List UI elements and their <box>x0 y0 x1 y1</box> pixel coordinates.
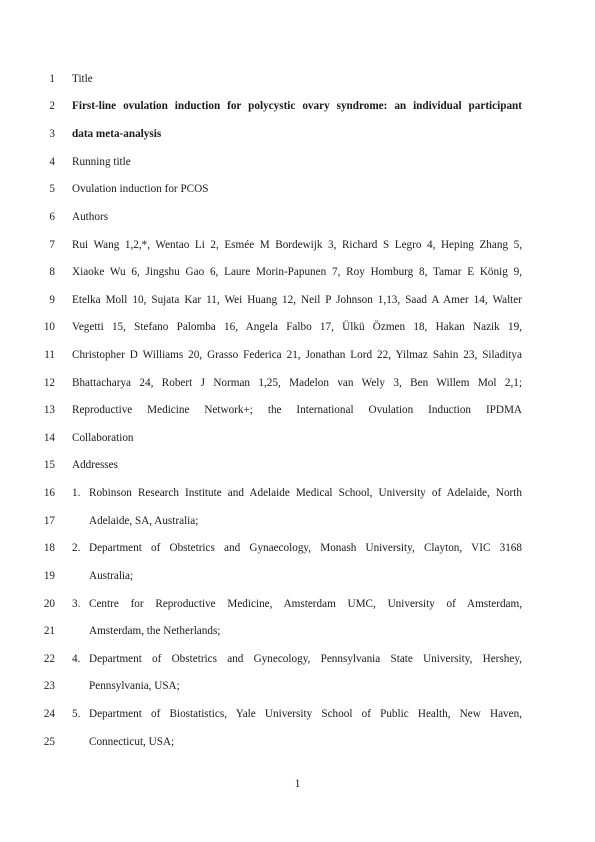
address-line: Adelaide, SA, Australia; <box>89 515 199 527</box>
address-line: Amsterdam, the Netherlands; <box>89 625 221 637</box>
line-number: 9 <box>49 294 55 306</box>
line-22 <box>0 650 595 668</box>
address-line: Department of Obstetrics and Gynaecology, Monash University, Clayton, VIC 3168 <box>89 542 522 554</box>
authors-heading: Authors <box>72 211 109 223</box>
line-number: 5 <box>49 183 55 195</box>
line-8 <box>0 263 595 281</box>
line-number: 24 <box>43 708 55 720</box>
line-17 <box>0 512 595 530</box>
line-12 <box>0 374 595 392</box>
line-25 <box>0 733 595 751</box>
line-number: 23 <box>43 680 55 692</box>
line-number: 16 <box>43 487 55 499</box>
line-15 <box>0 456 595 474</box>
line-5 <box>0 180 595 198</box>
line-number: 22 <box>43 653 55 665</box>
author-list-line: Rui Wang 1,2,*, Wentao Li 2, Esmée M Bordewijk 3, Richard S Legro 4, Heping Zhang 5, <box>72 239 522 251</box>
address-number: 4. <box>72 653 81 665</box>
line-number: 1 <box>49 73 55 85</box>
line-number: 7 <box>49 239 55 251</box>
line-number: 10 <box>43 321 55 333</box>
address-number: 3. <box>72 598 81 610</box>
address-line: Australia; <box>89 570 134 582</box>
addresses-heading: Addresses <box>72 459 118 471</box>
line-18 <box>0 539 595 557</box>
line-14 <box>0 429 595 447</box>
line-number: 14 <box>43 432 55 444</box>
line-number: 2 <box>49 100 55 112</box>
address-line: Robinson Research Institute and Adelaide Medical School, University of Adelaide, North <box>89 487 522 499</box>
line-number: 19 <box>43 570 55 582</box>
line-number: 15 <box>43 459 55 471</box>
address-number: 5. <box>72 708 81 720</box>
line-23 <box>0 677 595 695</box>
address-number: 2. <box>72 542 81 554</box>
page-number: 1 <box>294 778 301 790</box>
address-line: Department of Biostatistics, Yale University School of Public Health, New Haven, <box>89 708 522 720</box>
address-line: Centre for Reproductive Medicine, Amsterdam UMC, University of Amsterdam, <box>89 598 522 610</box>
line-number: 11 <box>44 349 55 361</box>
line-21 <box>0 622 595 640</box>
line-number: 20 <box>43 598 55 610</box>
running-title-heading: Running title <box>72 156 131 168</box>
line-6 <box>0 208 595 226</box>
line-4 <box>0 153 595 171</box>
author-list-line: Reproductive Medicine Network+; the International Ovulation Induction IPDMA <box>72 404 522 416</box>
address-line: Pennsylvania, USA; <box>89 680 180 692</box>
line-3 <box>0 125 595 143</box>
author-list-line: Xiaoke Wu 6, Jingshu Gao 6, Laure Morin-Papunen 7, Roy Homburg 8, Tamar E König 9, <box>72 266 522 278</box>
author-list-line: Christopher D Williams 20, Grasso Federica 21, Jonathan Lord 22, Yilmaz Sahin 23, Siladitya <box>72 349 522 361</box>
author-list-line: Vegetti 15, Stefano Palomba 16, Angela Falbo 17, Ülkü Özmen 18, Hakan Nazik 19, <box>72 321 522 333</box>
line-number: 25 <box>43 736 55 748</box>
line-number: 12 <box>43 377 55 389</box>
line-number: 13 <box>43 404 55 416</box>
author-list-line: Bhattacharya 24, Robert J Norman 1,25, Madelon van Wely 3, Ben Willem Mol 2,1; <box>72 377 522 389</box>
line-number: 17 <box>43 515 55 527</box>
line-number: 18 <box>43 542 55 554</box>
line-7 <box>0 236 595 254</box>
paper-title-line-2: data meta-analysis <box>72 128 162 140</box>
address-number: 1. <box>72 487 81 499</box>
line-number: 6 <box>49 211 55 223</box>
author-list-line: Etelka Moll 10, Sujata Kar 11, Wei Huang 12, Neil P Johnson 1,13, Saad A Amer 14, Walter <box>72 294 522 306</box>
line-13 <box>0 401 595 419</box>
line-10 <box>0 318 595 336</box>
line-number: 4 <box>49 156 55 168</box>
line-2 <box>0 97 595 115</box>
paper-title-line-1: First-line ovulation induction for polycystic ovary syndrome: an individual participant <box>72 100 522 112</box>
line-19 <box>0 567 595 585</box>
line-20 <box>0 595 595 613</box>
line-11 <box>0 346 595 364</box>
address-line: Connecticut, USA; <box>89 736 175 748</box>
line-number: 21 <box>43 625 55 637</box>
line-16 <box>0 484 595 502</box>
author-list-line: Collaboration <box>72 432 134 444</box>
title-heading: Title <box>72 73 93 85</box>
running-title: Ovulation induction for PCOS <box>72 183 209 195</box>
line-1 <box>0 70 595 88</box>
line-number: 3 <box>49 128 55 140</box>
line-9 <box>0 291 595 309</box>
line-number: 8 <box>49 266 55 278</box>
address-line: Department of Obstetrics and Gynecology, Pennsylvania State University, Hershey, <box>89 653 522 665</box>
line-24 <box>0 705 595 723</box>
